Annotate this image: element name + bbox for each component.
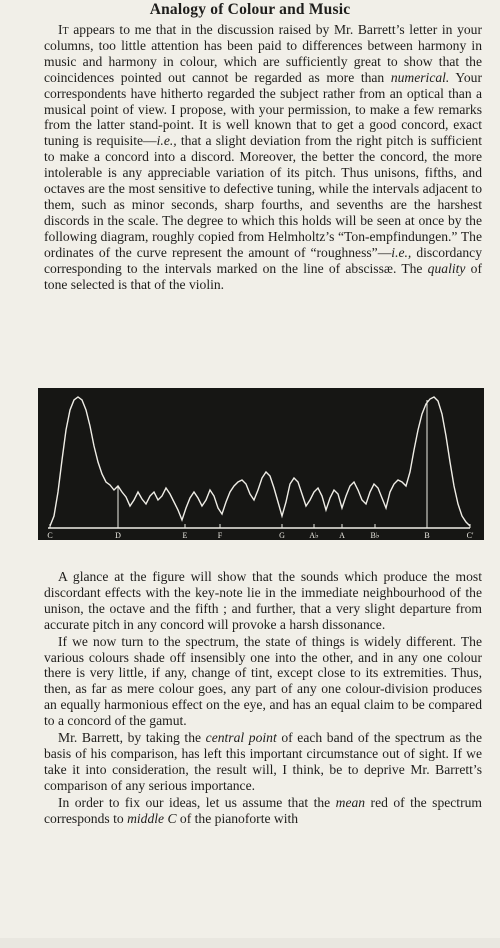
axis-label: G <box>279 531 285 540</box>
text-run: of tone selected is that of the violin. <box>44 260 482 292</box>
paragraph-2: A glance at the figure will show that the sounds which produce the most discordant effects with the key-note lie in the immediate neighbourhood of the unison, the octave and the fifth ; and further, that a very slight departure from accurate pitch in any concord will provoke a harsh dissonance. <box>44 569 482 632</box>
axis-label: B♭ <box>370 531 380 540</box>
roughness-diagram <box>38 388 484 540</box>
axis-labels <box>47 524 474 540</box>
axis-label: A♭ <box>309 531 319 540</box>
roughness-curve-figure <box>38 388 484 540</box>
paragraph-3: If we now turn to the spectrum, the state of things is widely different. The various colours shade off insensibly one into the other, and in any one colour there is very little, if any, change of tint, except close to its extremities. Thus, then, as far as mere colour goes, any part of any one colour-division produces an equally harmonious effect on the eye, and has an equal claim to be compared to a concord of the gamut. <box>44 633 482 729</box>
text-run: In order to fix our ideas, let us assume that the <box>58 794 336 810</box>
axis-label: C <box>47 531 53 540</box>
text-run: that a slight deviation from the right pitch is sufficient to make a concord into a discord. Moreover, the better the concord, the more intolerable is any appreciable variation of its pitch. Thus unisons, fifths, and octaves are the most sensitive to defective tuning, while the intervals adjacent to them, such as minor seconds, sharp fourths, and sevenths are the harshest discords in the scale. The degree to which this holds will be seen at once by the following diagram, roughly copied from Helmholtz’s “Ton-empfindungen.” The ordinates of the curve represent the amount of “roughness”— <box>44 133 482 260</box>
axis-label: F <box>217 531 223 540</box>
paragraph-5 <box>44 795 482 827</box>
drop-word: It <box>58 22 69 37</box>
ordinate-lines <box>118 400 427 528</box>
page-bottom-margin <box>0 938 500 948</box>
axis-label: E <box>182 531 188 540</box>
roughness-curve <box>50 397 470 526</box>
axis-label: D <box>115 531 121 540</box>
emphasis: i.e., <box>391 244 412 260</box>
emphasis: central point <box>205 730 277 746</box>
paragraph-1 <box>44 22 482 292</box>
axis-label: A <box>339 531 345 540</box>
emphasis: middle C <box>127 810 177 826</box>
emphasis: mean <box>335 794 366 810</box>
paragraph-4 <box>44 730 482 794</box>
article-text-top <box>44 22 482 292</box>
emphasis: i.e., <box>156 133 177 149</box>
text-run: appears to me that in the discussion raised by Mr. Barrett’s letter in your columns, too little attention has been paid to differences between harmony in music and harmony in colour, which are sufficiently great to show that the coincidences pointed out cannot be regarded as more than <box>44 22 482 85</box>
text-run: Your correspondents have hitherto regarded the subject rather from an optical than a musical point of view. I propose, with your permission, to make a few remarks from the latter stand-point. It is well known that to get a good concord, exact tuning is requisite— <box>44 69 482 149</box>
text-run: red of the spectrum corresponds to <box>44 794 482 826</box>
article-text-bottom <box>44 569 482 827</box>
text-run: discordancy corresponding to the intervals marked on the line of abscissæ. The <box>44 244 482 276</box>
axis-label: C' <box>466 531 474 540</box>
article-title: Analogy of Colour and Music <box>149 1 351 18</box>
text-run: of the pianoforte with <box>176 810 299 826</box>
axis-label: B <box>424 531 430 540</box>
text-run: of each band of the spectrum as the basis of his comparison, has left this important circumstance out of sight. If we take it into consideration, the result will, I think, be to deprive Mr. Barrett’s comparison of any serious importance. <box>44 730 482 793</box>
emphasis: quality <box>427 260 466 276</box>
emphasis: numerical. <box>390 69 450 85</box>
text-run: Mr. Barrett, by taking the <box>58 730 206 746</box>
